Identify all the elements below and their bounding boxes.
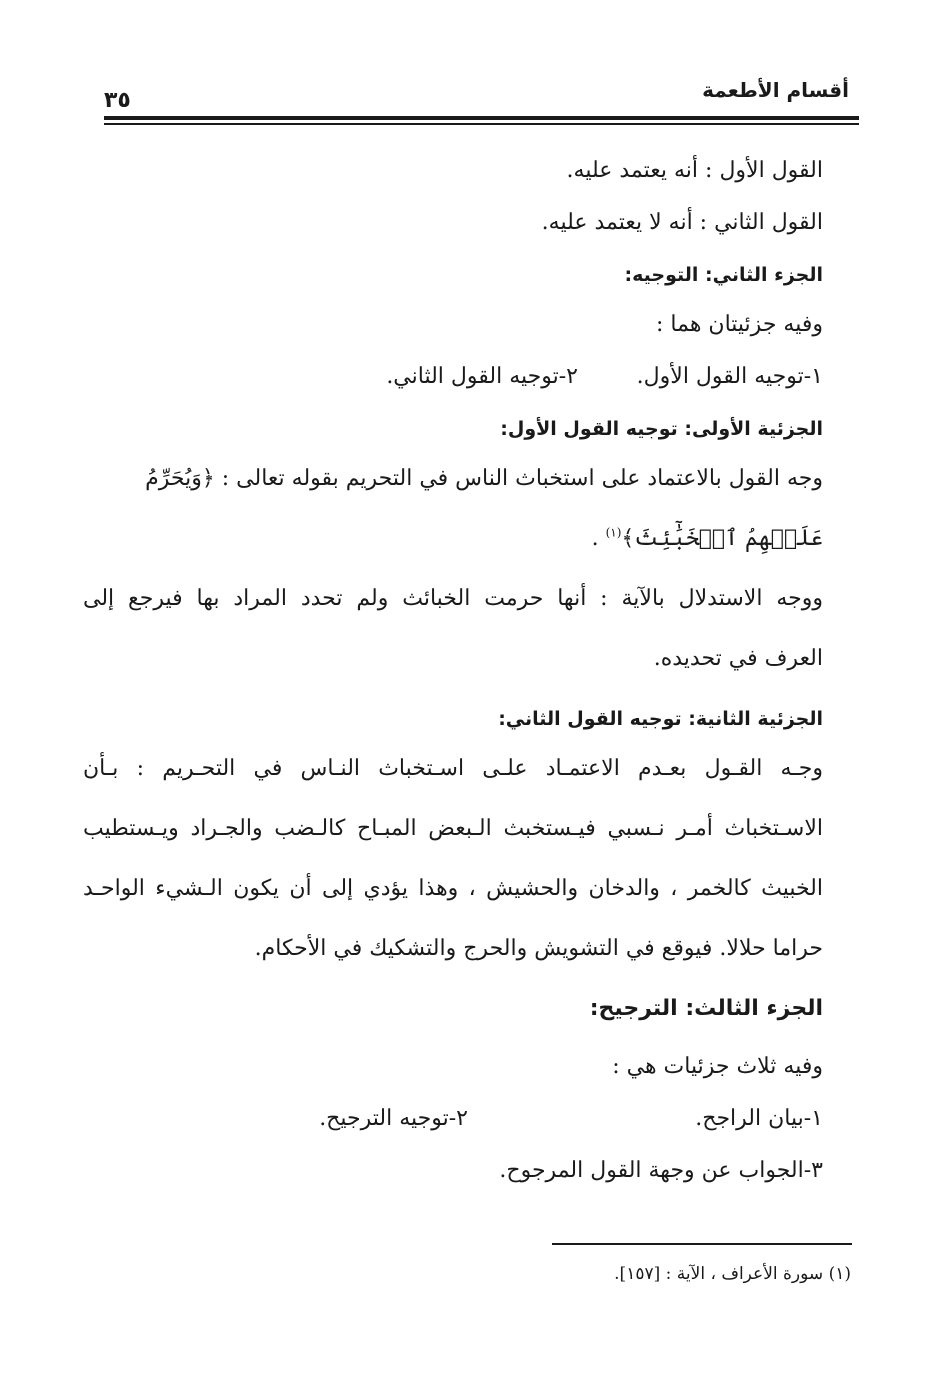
list-item: ١-بيان الراجح. — [695, 1106, 823, 1131]
part-three-items — [83, 1100, 823, 1152]
subpart-one-heading: الجزئية الأولى: توجيه القول الأول: — [500, 418, 823, 440]
paragraph-text: . — [591, 526, 606, 551]
first-opinion: القول الأول : أنه يعتمد عليه. — [566, 158, 823, 183]
part-two-intro: وفيه جزئيتان هما : — [656, 312, 823, 337]
paragraph-line: العرف في تحديده. — [653, 646, 823, 671]
header-rule-thin — [104, 123, 859, 125]
subpart-two-heading: الجزئية الثانية: توجيه القول الثاني: — [498, 708, 823, 730]
paragraph-line: الاسـتخباث أمـر نـسبي فيـستخبث الـبعض المبـاح كالـضب والجـراد ويـستطيب — [83, 816, 823, 841]
list-item: ١-توجيه القول الأول. — [636, 364, 823, 389]
list-item: ٣-الجواب عن وجهة القول المرجوح. — [499, 1158, 823, 1183]
page-number: ٣٥ — [104, 88, 131, 113]
part-two-items — [83, 358, 823, 410]
part-three-heading: الجزء الثالث: الترجيح: — [589, 996, 823, 1021]
running-header-title: أقسام الأطعمة — [702, 78, 849, 102]
paragraph-line — [83, 520, 823, 580]
second-opinion: القول الثاني : أنه لا يعتمد عليه. — [541, 210, 823, 235]
main-text — [83, 152, 823, 1204]
footnote-rule — [552, 1243, 852, 1245]
quran-verse: عَلَيۡهِمُ ٱلۡخَبَٰٓئِثَ﴾ — [621, 526, 823, 551]
paragraph-text: وجه القول بالاعتماد على استخباث الناس في التحريم بقوله تعالى : — [214, 466, 823, 491]
quran-verse: ﴿وَيُحَرِّمُ — [145, 466, 215, 491]
list-item: ٢-توجيه الترجيح. — [319, 1106, 468, 1131]
part-two-heading: الجزء الثاني: التوجيه: — [624, 264, 823, 286]
footnote: (١) سورة الأعراف ، الآية : [١٥٧]. — [614, 1264, 851, 1284]
list-item: ٢-توجيه القول الثاني. — [386, 364, 578, 389]
paragraph-line — [83, 460, 823, 520]
paragraph-line: ووجه الاستدلال بالآية : أنها حرمت الخبائث ولم تحدد المراد بها فيرجع إلى — [83, 586, 823, 611]
header-rule-thick — [104, 116, 859, 120]
footnote-marker: (١) — [605, 525, 622, 540]
paragraph-line: وجـه القـول بعـدم الاعتمـاد علـى اسـتخباث النـاس في التحـريم : بـأن — [83, 756, 823, 781]
paragraph-line: الخبيث كالخمر ، والدخان والحشيش ، وهذا يؤدي إلى أن يكون الـشيء الواحـد — [83, 876, 823, 901]
part-three-intro: وفيه ثلاث جزئيات هي : — [612, 1054, 823, 1079]
paragraph-line: حراما حلالا. فيوقع في التشويش والحرج والتشكيك في الأحكام. — [254, 936, 823, 961]
